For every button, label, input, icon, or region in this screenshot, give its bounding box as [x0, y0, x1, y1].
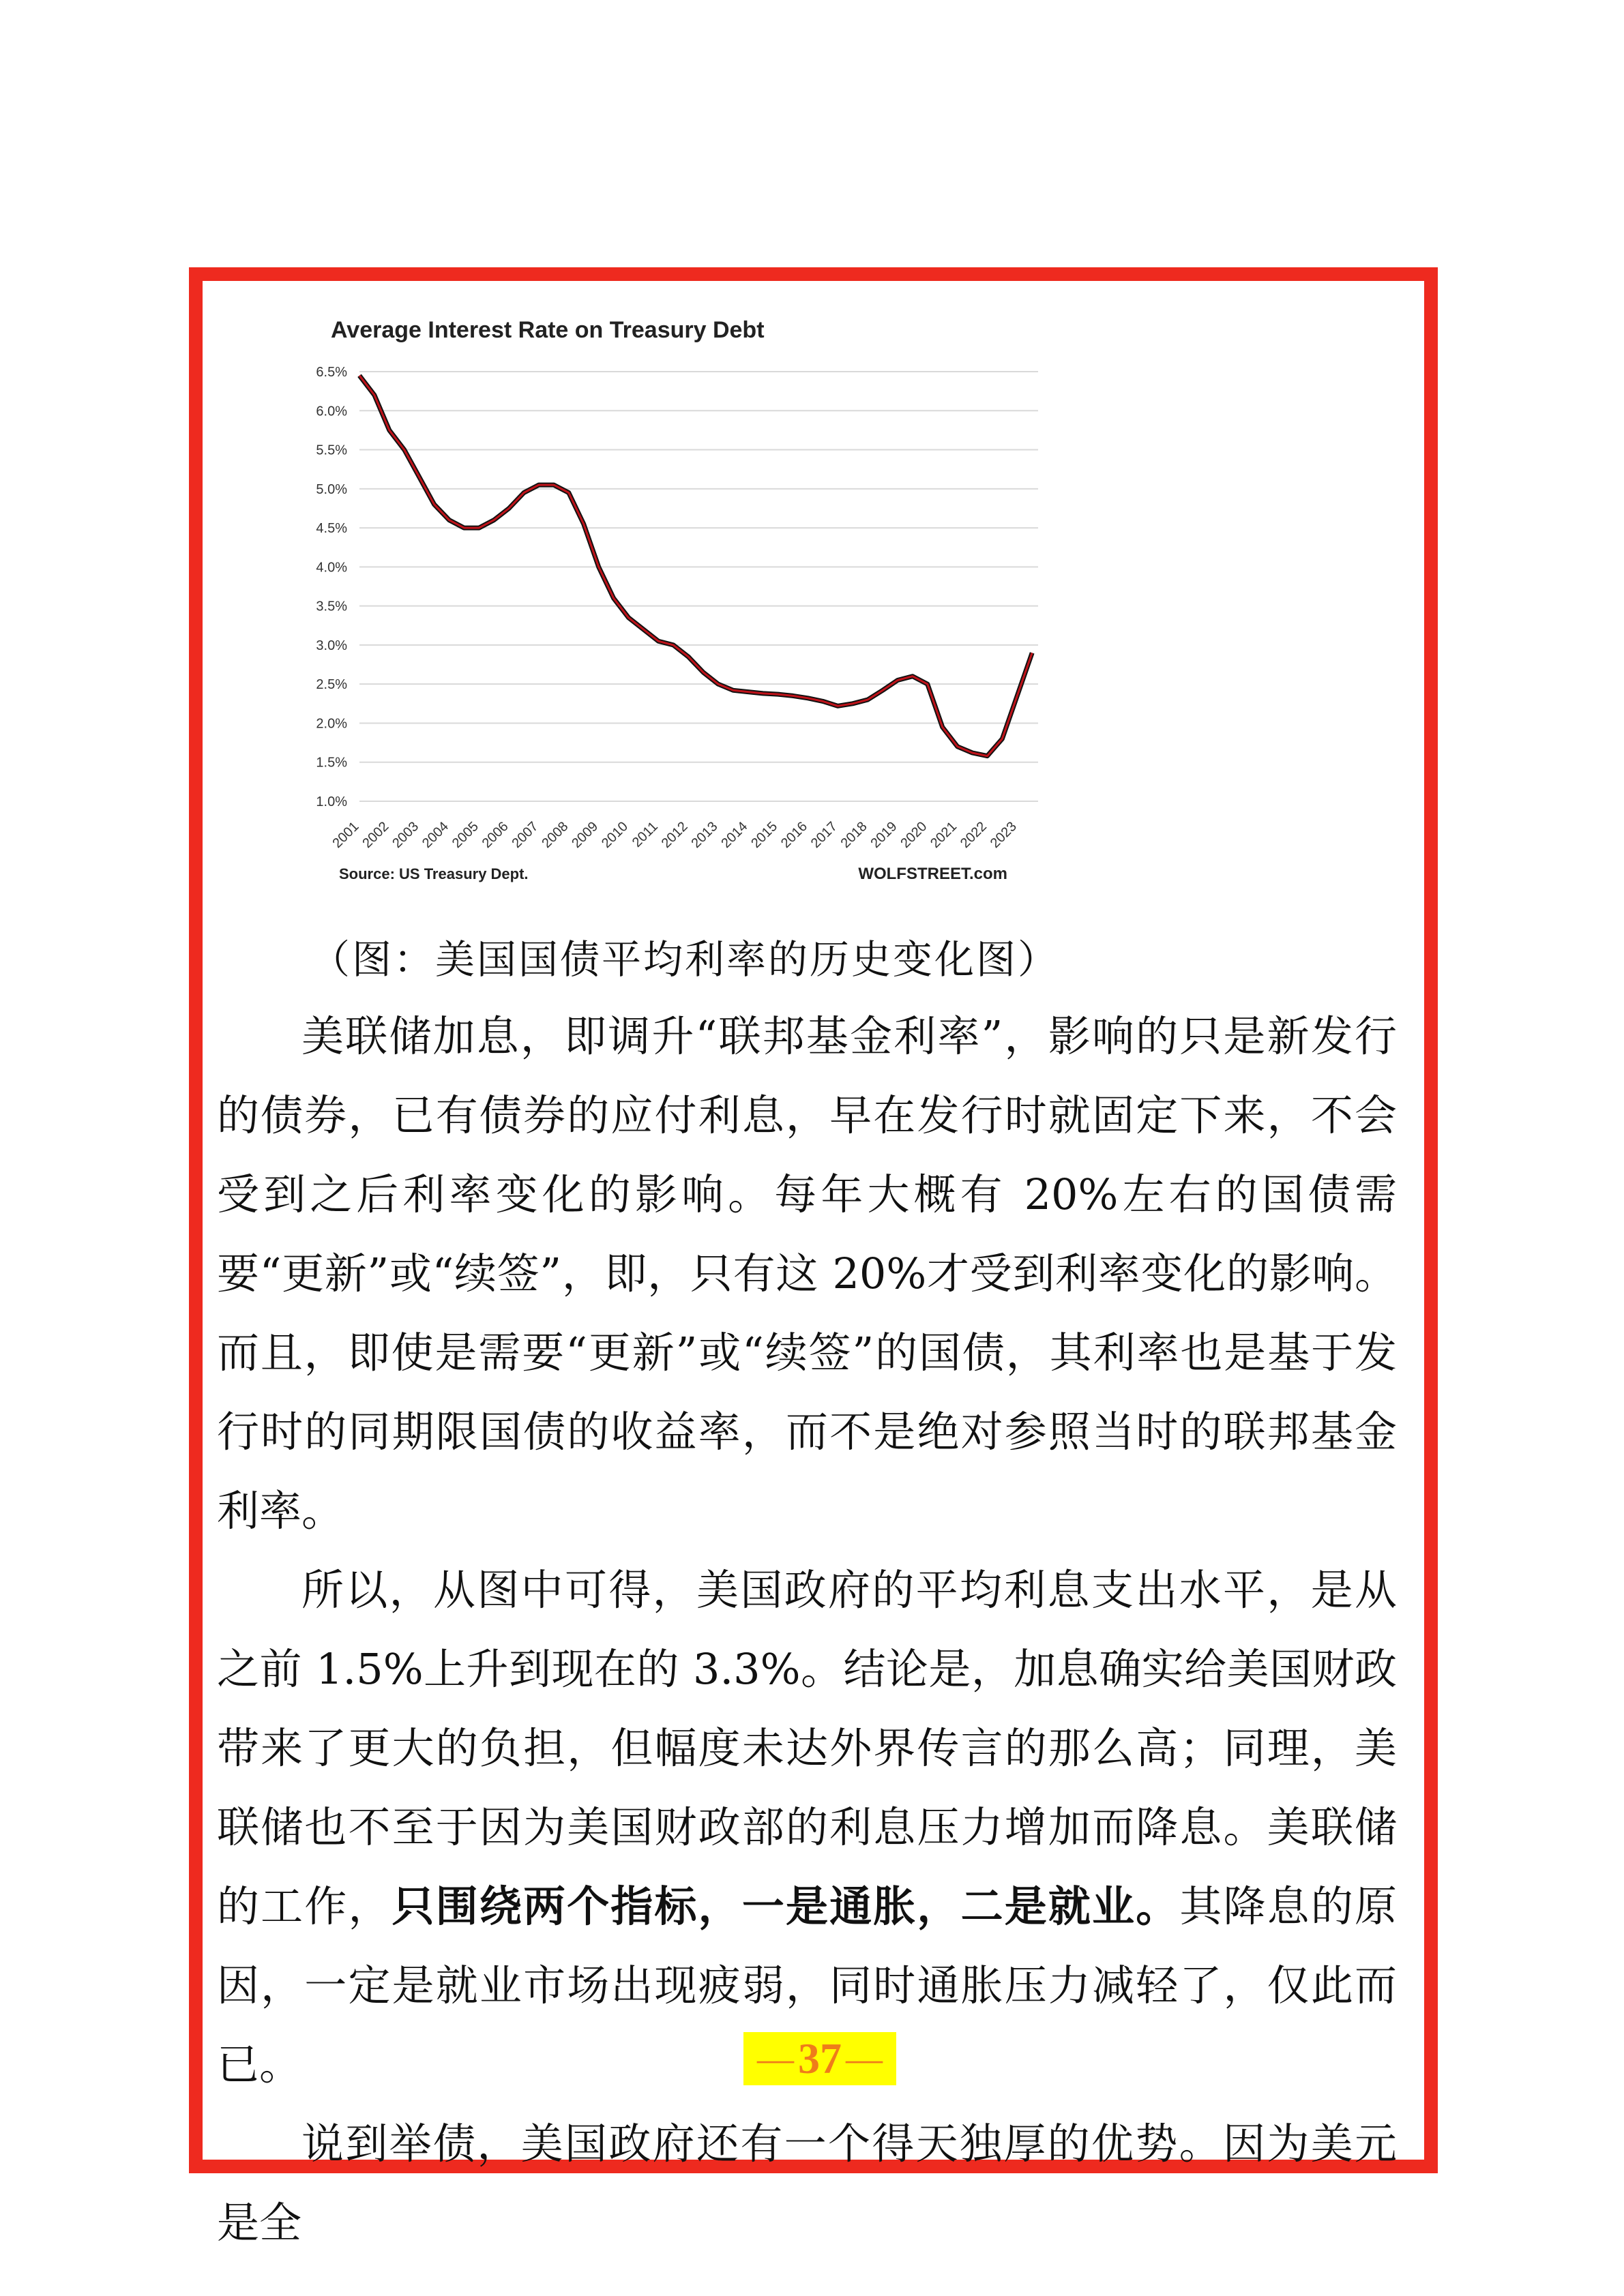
y-tick-label: 4.0% — [316, 560, 347, 576]
x-tick-label: 2010 — [599, 818, 632, 852]
chart-title: Average Interest Rate on Treasury Debt — [331, 317, 765, 343]
paragraph-2-bold: 只围绕两个指标，一是通胀，二是就业。 — [392, 1881, 1180, 1931]
y-tick-label: 1.5% — [316, 755, 347, 771]
x-tick-label: 2012 — [658, 818, 691, 852]
x-tick-label: 2013 — [688, 818, 721, 852]
y-tick-label: 5.0% — [316, 481, 347, 497]
paragraph-3: 说到举债，美国政府还有一个得天独厚的优势。因为美元是全 — [217, 2119, 1397, 2248]
x-tick-label: 2018 — [838, 818, 870, 852]
y-tick-label: 3.5% — [316, 599, 347, 614]
chart-source-right: WOLFSTREET.com — [858, 865, 1007, 883]
x-tick-label: 2015 — [748, 818, 781, 852]
x-tick-label: 2020 — [898, 818, 930, 852]
y-tick-label: 5.5% — [316, 443, 347, 458]
y-tick-label: 2.0% — [316, 716, 347, 732]
paragraph-2-text-b: 其降息的原因，一定是就业市场出现疲弱，同时通胀压力减轻了，仅此而已。 — [217, 1881, 1397, 2089]
x-tick-label: 2009 — [569, 818, 602, 852]
x-tick-label: 2002 — [359, 818, 392, 852]
x-tick-label: 2001 — [329, 818, 362, 852]
y-tick-label: 4.5% — [316, 521, 347, 537]
x-tick-label: 2014 — [718, 818, 751, 852]
series-line-shadow — [359, 376, 1032, 756]
page-number-dash-left: — — [757, 2038, 794, 2079]
chart-source-left: Source: US Treasury Dept. — [339, 865, 529, 882]
treasury-rate-chart — [284, 310, 1048, 904]
y-tick-label: 3.0% — [316, 638, 347, 653]
x-tick-label: 2016 — [778, 818, 811, 852]
x-tick-label: 2017 — [808, 818, 840, 852]
chart-svg — [284, 310, 1048, 904]
x-tick-label: 2021 — [928, 818, 960, 852]
figure-caption: （图：美国国债平均利率的历史变化图） — [310, 936, 1060, 983]
x-tick-label: 2003 — [389, 818, 422, 852]
x-tick-label: 2011 — [629, 818, 661, 850]
x-tick-label: 2006 — [479, 818, 512, 852]
paragraph-2-text-a: 所以，从图中可得，美国政府的平均利息支出水平，是从之前 1.5%上升到现在的 3.3%。结论是，加息确实给美国财政带来了更大的负担，但幅度未达外界传言的那么高；同理，美联储也不至于因为美国财政部的利息压力增加而降息。美联储的工作， — [217, 1565, 1397, 1931]
y-tick-label: 6.0% — [316, 404, 347, 419]
x-tick-label: 2004 — [419, 818, 452, 852]
paragraph-2 — [217, 1551, 1397, 2104]
x-tick-label: 2022 — [957, 818, 990, 852]
x-tick-label: 2007 — [509, 818, 542, 852]
y-tick-label: 2.5% — [316, 677, 347, 693]
y-tick-label: 1.0% — [316, 794, 347, 809]
page-number-badge — [743, 2032, 896, 2085]
x-tick-label: 2023 — [987, 818, 1020, 852]
paragraph-1: 美联储加息，即调升“联邦基金利率”，影响的只是新发行的债券，已有债券的应付利息，早在发行时就固定下来，不会受到之后利率变化的影响。每年大概有 20%左右的国债需要“更新”或“续签”，即，只有这 20%才受到利率变化的影响。而且，即使是需要“更新”或“续签”的国债，其利率也是基于发行时的同期限国债的收益率，而不是绝对参照当时的联邦基金利率。 — [217, 1011, 1397, 1536]
x-tick-label: 2019 — [868, 818, 900, 852]
x-tick-label: 2008 — [539, 818, 572, 852]
page-number: 37 — [798, 2034, 842, 2083]
y-tick-label: 6.5% — [316, 365, 347, 380]
x-tick-label: 2005 — [449, 818, 482, 852]
page-number-dash-right: — — [846, 2038, 883, 2079]
